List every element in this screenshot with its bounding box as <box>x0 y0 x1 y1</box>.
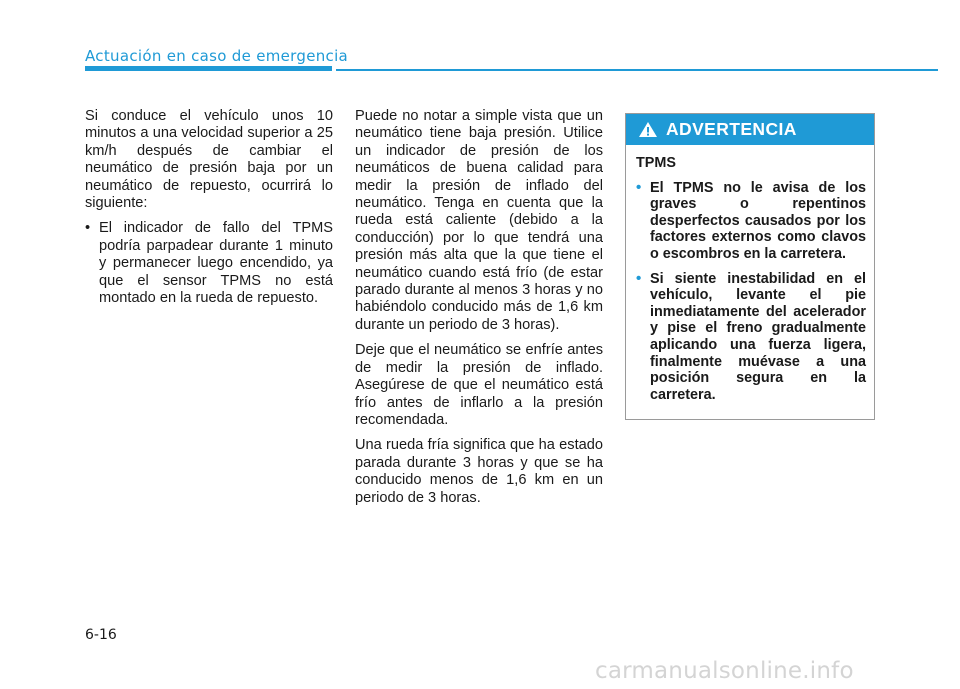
middle-paragraph-2: Deje que el neumático se enfríe antes de medir la presión de inflado. Asegúrese de que el neumático está frío antes de inflarlo a la presión recomendada. <box>355 342 603 428</box>
page-number: 6-16 <box>85 627 117 643</box>
watermark: carmanualsonline.info <box>595 658 854 684</box>
middle-paragraph-3: Una rueda fría significa que ha estado parada durante 3 horas y que se ha conducido menos de 1,6 km en un periodo de 3 horas. <box>355 437 603 506</box>
warning-subtitle: TPMS <box>636 155 676 171</box>
left-paragraph: Si conduce el vehículo unos 10 minutos a una velocidad superior a 25 km/h después de cambiar el neumático de presión baja por un neumático de repuesto, ocurrirá lo siguiente: <box>85 108 333 212</box>
left-bullet-item <box>85 220 333 307</box>
header-rule <box>336 69 938 71</box>
left-column <box>85 108 333 307</box>
warning-triangle-icon <box>638 121 658 138</box>
section-title: Actuación en caso de emergencia <box>85 47 349 65</box>
warning-bullet-item <box>636 180 866 263</box>
warning-bullet-text: El TPMS no le avisa de los graves o repentinos desperfectos causados por los factores externos como clavos o escombros en la carretera. <box>650 179 866 262</box>
warning-header <box>626 114 874 145</box>
bullet-text: El indicador de fallo del TPMS podría parpadear durante 1 minuto y permanecer luego encendido, ya que el sensor TPMS no está montado en la rueda de repuesto. <box>99 220 333 307</box>
warning-body <box>626 145 874 403</box>
warning-bullet-marker: • <box>636 269 642 287</box>
bullet-marker: • <box>85 220 91 237</box>
warning-box <box>625 113 875 420</box>
warning-bullet-text: Si siente inestabilidad en el vehículo, levante el pie inmediatamente del acelerador y pise el freno gradualmente aplicando una fuerza ligera, finalmente muévase a una posición segura en la carretera. <box>650 270 866 403</box>
warning-title: ADVERTENCIA <box>666 119 797 139</box>
middle-paragraph-1: Puede no notar a simple vista que un neumático tiene baja presión. Utilice un indicador de presión de los neumáticos de buena calidad para medir la presión de inflado del neumático. Tenga en cuenta que la rueda está caliente (debido a la conducción) por lo que tendrá una presión más alta que la que tiene el neumático cuando está frío (de estar parado durante al menos 3 horas y no habiéndolo conducido más de 1,6 km durante un periodo de 3 horas). <box>355 108 603 333</box>
header-accent-bar <box>85 66 332 71</box>
warning-bullet-marker: • <box>636 178 642 196</box>
middle-column <box>355 108 603 515</box>
warning-bullet-item <box>636 271 866 404</box>
